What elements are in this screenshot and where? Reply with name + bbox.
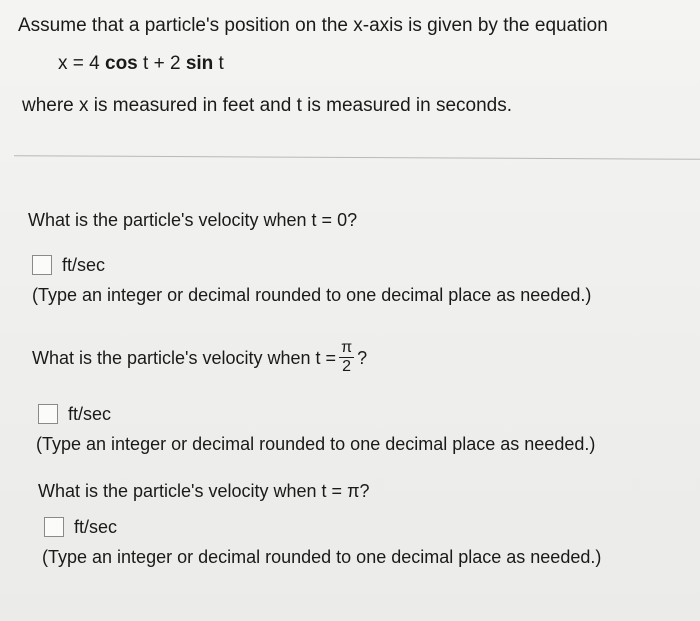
fraction-denominator: 2 [342,358,352,375]
equation-sin: sin [185,53,214,74]
question-1-answer-input[interactable] [32,255,52,275]
question-3-unit: ft/sec [74,517,118,537]
question-2-unit: ft/sec [68,404,112,424]
question-3-prompt: What is the particle's velocity when t = π? [38,481,370,501]
question-2-answer-row [38,403,111,425]
fraction-numerator: π [341,339,353,356]
question-1-answer-row [32,254,105,276]
question-2-prompt [32,340,367,375]
question-2-prompt-text: What is the particle's velocity when t = [32,347,337,368]
question-3-hint: (Type an integer or decimal rounded to one decimal place as needed.) [42,547,602,567]
question-2-answer-input[interactable] [38,404,58,424]
question-1-prompt: What is the particle's velocity when t = 0? [28,210,358,230]
equation-rhs: t [213,53,224,74]
position-equation [58,52,224,76]
question-2-fraction [339,340,354,375]
question-1-hint: (Type an integer or decimal rounded to one decimal place as needed.) [32,285,592,305]
question-2-prompt-end: ? [357,347,368,368]
equation-cos: cos [105,53,138,74]
problem-intro: Assume that a particle's position on the x-axis is given by the equation [18,15,608,36]
equation-mid: t + 2 [137,53,186,74]
equation-lhs: x = 4 [58,53,105,74]
problem-statement [18,14,688,38]
units-description: where x is measured in feet and t is measured in seconds. [22,95,513,116]
question-2-hint: (Type an integer or decimal rounded to one decimal place as needed.) [36,434,596,454]
section-divider [14,155,700,160]
question-3-answer-row [44,516,117,538]
question-1-unit: ft/sec [62,255,106,275]
question-3-answer-input[interactable] [44,517,64,537]
